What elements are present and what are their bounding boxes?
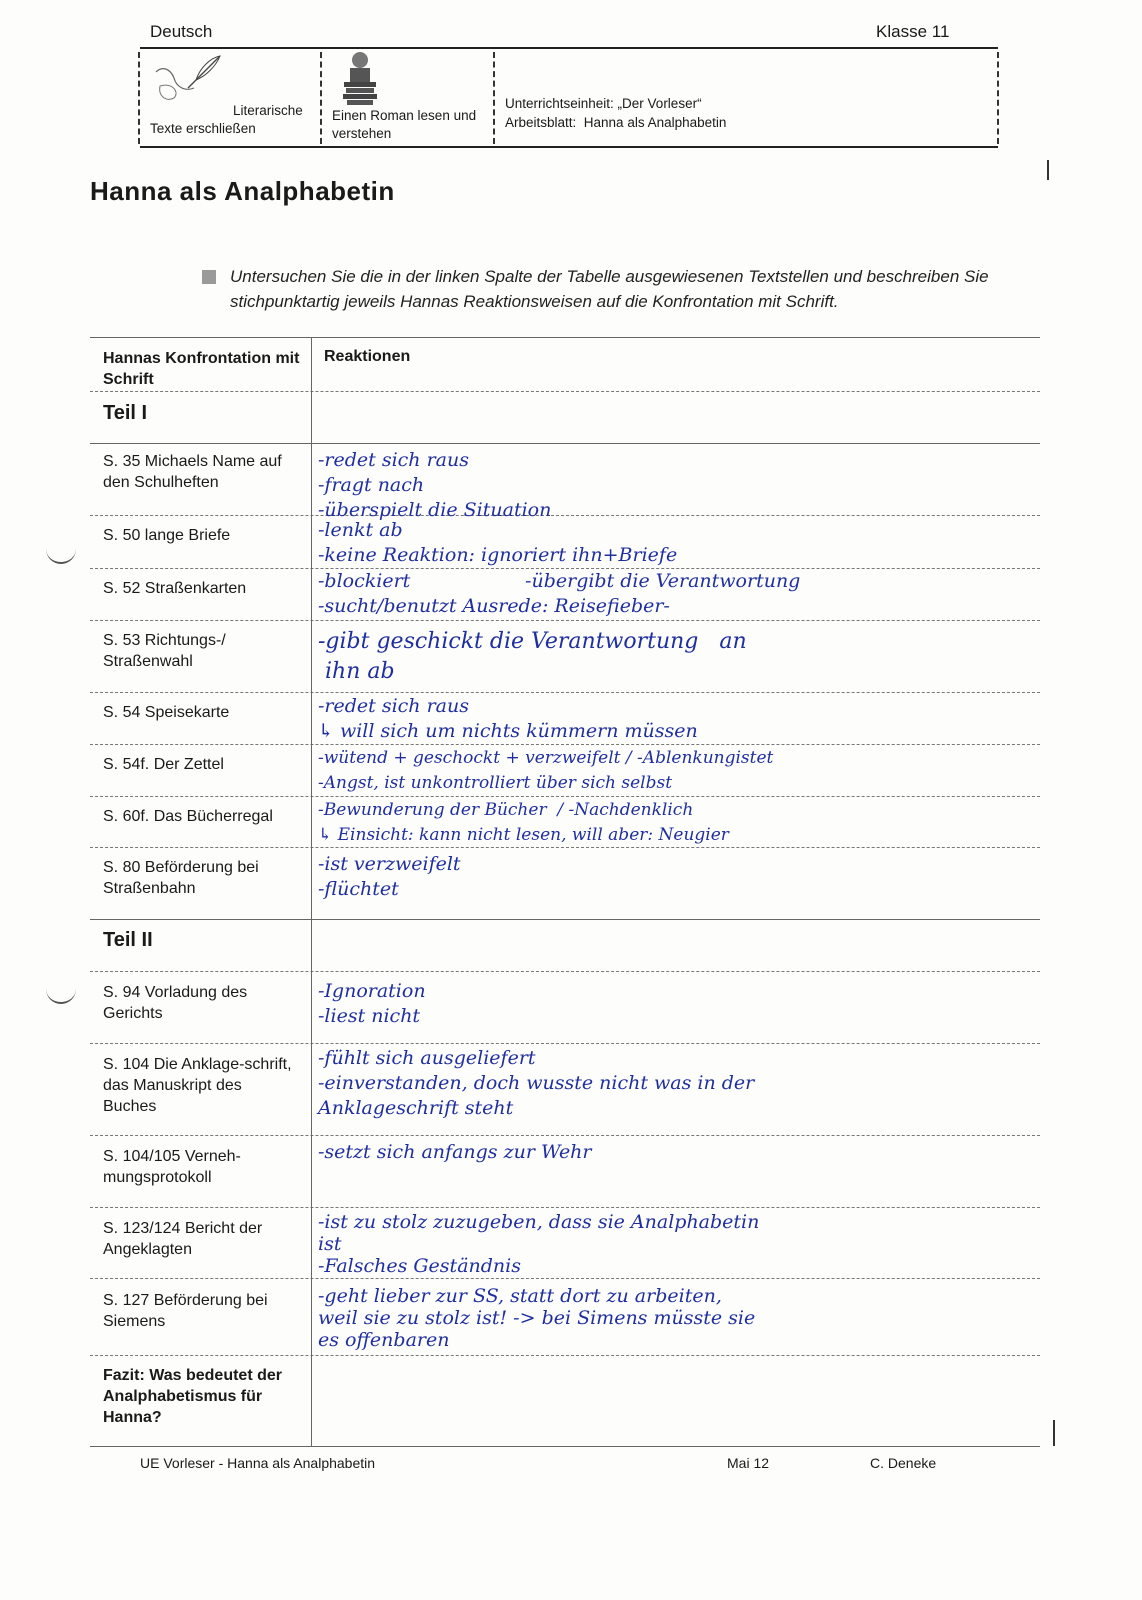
table-row-ref: S. 54f. Der Zettel: [103, 756, 224, 773]
punch-hole-mark: [46, 988, 76, 1004]
footer-left: UE Vorleser - Hanna als Analphabetin: [140, 1455, 376, 1471]
col1-header: Hannas Konfrontation mit Schrift: [103, 350, 300, 388]
table-rule: [90, 337, 1040, 338]
table-rule: [90, 744, 1040, 745]
table-row-reaction: -fühlt sich ausgeliefert -einverstanden, doch wusste nicht was in der Anklageschrift steht: [318, 1047, 755, 1119]
table-rule: [90, 1355, 1040, 1356]
table-rule: [90, 1043, 1040, 1044]
class-label: Klasse 11: [876, 22, 950, 41]
table-rule: [90, 515, 1040, 516]
table-row-reaction: -Bewunderung der Bücher / -Nachdenklich ↳ Einsicht: kann nicht lesen, will aber: Neugier: [318, 800, 729, 845]
table-row-reaction: -Ignoration -liest nicht: [318, 980, 426, 1027]
box1-text-line1: Literarische: [233, 103, 303, 118]
subject-label: Deutsch: [150, 22, 213, 41]
table-row-ref: S. 60f. Das Bücherregal: [103, 808, 273, 825]
reading-figure-icon: [340, 48, 380, 113]
table-row-reaction: -redet sich raus ↳ will sich um nichts kümmern müssen: [318, 695, 698, 742]
conclusion-question: Fazit: Was bedeutet der Analphabetismus für Hanna?: [103, 1367, 282, 1426]
footer-center: Mai 12: [727, 1455, 770, 1471]
sheet-line: Arbeitsblatt: Hanna als Analphabetin: [505, 115, 727, 130]
box1-text-line2: Texte erschließen: [150, 121, 256, 136]
task-square-icon: [202, 270, 216, 284]
table-rule: [90, 692, 1040, 693]
table-rule: [90, 971, 1040, 972]
header-divider: [493, 52, 495, 144]
section-teil-2: Teil II: [103, 929, 153, 951]
page-title: Hanna als Analphabetin: [90, 176, 395, 206]
table-row-ref: S. 35 Michaels Name auf den Schulheften: [103, 453, 282, 491]
col2-header: Reaktionen: [324, 348, 411, 365]
table-rule: [90, 1278, 1040, 1279]
punch-hole-mark: [46, 548, 76, 564]
table-rule: [90, 620, 1040, 621]
edge-mark: [1053, 1420, 1055, 1446]
header-divider: [997, 52, 999, 144]
table-rule: [90, 1207, 1040, 1208]
table-row-ref: S. 80 Beförderung bei Straßenbahn: [103, 859, 259, 897]
table-row-reaction: -ist zu stolz zuzugeben, dass sie Analphabetin ist -Falsches Geständnis: [318, 1211, 760, 1277]
table-row-reaction: -lenkt ab -keine Reaktion: ignoriert ihn+Briefe: [318, 519, 678, 566]
table-row-ref: S. 123/124 Bericht der Angeklagten: [103, 1220, 263, 1258]
edge-mark: [1047, 160, 1049, 180]
table-rule: [90, 1446, 1040, 1447]
header-divider: [138, 52, 140, 144]
header-bottom-rule: [140, 146, 998, 148]
table-row-ref: S. 94 Vorladung des Gerichts: [103, 984, 248, 1022]
table-row-reaction: -geht lieber zur SS, statt dort zu arbeiten, weil sie zu stolz ist! -> bei Simens müsste sie es offenbaren: [318, 1285, 756, 1351]
table-row-reaction: -blockiert -übergibt die Verantwortung -sucht/benutzt Ausrede: Reisefieber-: [318, 570, 801, 617]
header-divider: [320, 52, 322, 144]
table-row-ref: S. 53 Richtungs-/ Straßenwahl: [103, 632, 226, 670]
table-rule: [90, 919, 1040, 920]
table-rule: [90, 796, 1040, 797]
quill-pen-icon: [150, 52, 230, 109]
table-row-ref: S. 127 Beförderung bei Siemens: [103, 1292, 268, 1330]
task-instruction: Untersuchen Sie die in der linken Spalte der Tabelle ausgewiesenen Textstellen und beschreiben Sie stichpunktartig jeweils Hannas Reaktionsweisen auf die Konfrontation mit Schrift.: [230, 267, 989, 311]
table-row-ref: S. 104/105 Verneh-mungsprotokoll: [103, 1148, 241, 1186]
section-teil-1: Teil I: [103, 402, 148, 424]
unit-line: Unterrichtseinheit: „Der Vorleser“: [505, 96, 702, 111]
table-row-reaction: -redet sich raus -fragt nach -überspielt die Situation: [318, 449, 552, 521]
box2-text: Einen Roman lesen und verstehen: [332, 108, 477, 141]
table-row-ref: S. 54 Speisekarte: [103, 704, 230, 721]
table-row-ref: S. 52 Straßenkarten: [103, 580, 247, 597]
table-rule: [90, 443, 1040, 444]
table-row-reaction: -setzt sich anfangs zur Wehr: [318, 1141, 592, 1163]
column-separator: [311, 337, 312, 1447]
table-row-ref: S. 50 lange Briefe: [103, 527, 231, 544]
table-rule: [90, 1135, 1040, 1136]
table-row-reaction: -wütend + geschockt + verzweifelt / -Ablenkungistet -Angst, ist unkontrolliert über sich selbst: [318, 748, 774, 793]
header-top-rule: [140, 47, 998, 49]
table-row-ref: S. 104 Die Anklage-schrift, das Manuskript des Buches: [103, 1056, 292, 1115]
footer-right: C. Deneke: [870, 1455, 937, 1471]
table-rule: [90, 391, 1040, 392]
table-row-reaction: -gibt geschickt die Verantwortung an ihn ab: [318, 629, 747, 684]
table-row-reaction: -ist verzweifelt -flüchtet: [318, 853, 461, 900]
